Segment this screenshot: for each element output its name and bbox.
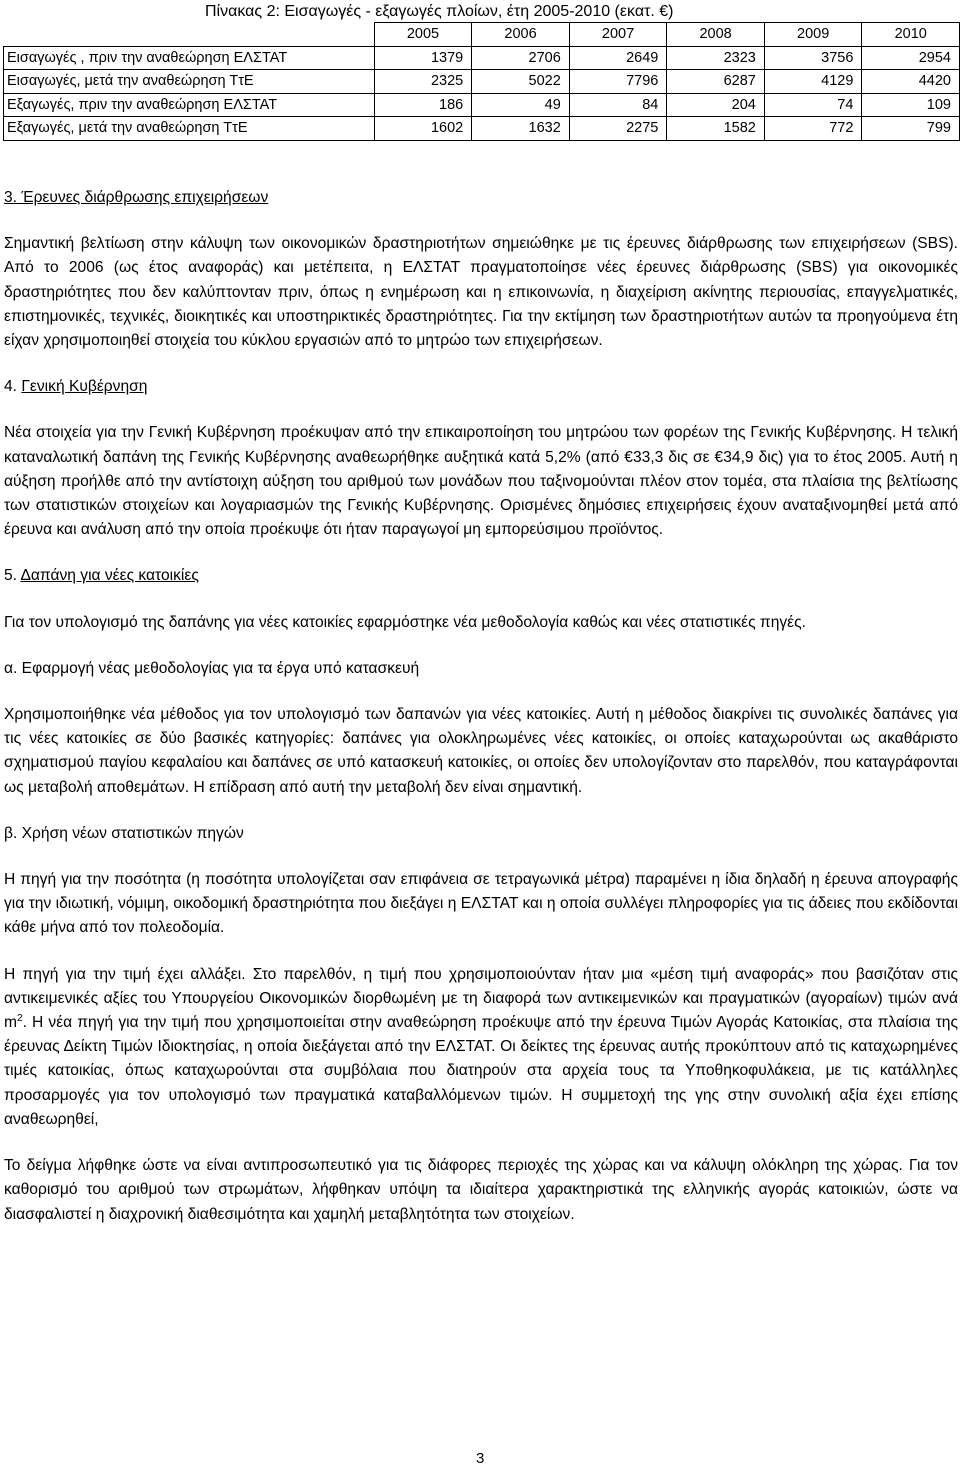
paragraph: Νέα στοιχεία για την Γενική Κυβέρνηση προέκυψαν από την επικαιροποίηση του μητρώου των φορέων της Γενικής Κυβέρνησης. Η τελική καταναλωτική δαπάνη της Γενικής Κυβέρνησης αναθεωρήθηκε αυξητικά κατά 5,2% (από €33,3 δις σε €34,9 δις) για το έτος 2005. Αυτή η αύξηση προήλθε από την αντίστοιχη αύξηση του αριθμού των μονάδων που ταξινομούνται πλέον στον τομέα, στα πλαίσια της βελτίωσης των στατιστικών στοιχείων και λογαριασμών της Γενικής Κυβέρνησης. Ορισμένες δημόσιες επιχειρήσεις έχουν αναταξινομηθεί μετά από έρευνα και ανάλυση από την οποία προέκυψε ότι ήταν παραγωγοί μη εμπορεύσιμου προϊόντος. xyxy=(4,424,958,539)
table-cell: 4129 xyxy=(764,70,862,94)
table-cell: 2323 xyxy=(667,46,765,70)
table-row xyxy=(4,93,960,117)
year-header: 2009 xyxy=(764,23,862,47)
ship-trade-table xyxy=(3,22,960,141)
year-header: 2008 xyxy=(667,23,765,47)
table-cell: 772 xyxy=(764,117,862,141)
table-cell: 1602 xyxy=(374,117,472,141)
row-label: Εξαγωγές, πριν την αναθεώρηση ΕΛΣΤΑΤ xyxy=(4,93,375,117)
table-cell: 49 xyxy=(472,93,570,117)
year-header: 2010 xyxy=(862,23,960,47)
paragraph: Η πηγή για την ποσότητα (η ποσότητα υπολογίζεται σαν επιφάνεια σε τετραγωνικά μέτρα) παραμένει η ίδια δηλαδή η έρευνα απογραφής για την ιδιωτική, νόμιμη, οικοδομική δραστηριότητα που διεξάγει η ΕΛΣΤΑΤ και η οποία συλλέγει πληροφορίες για τις άδειες που εκδίδονται κάθε μήνα από τον πολεοδομία. xyxy=(4,871,958,937)
table-cell: 2649 xyxy=(569,46,667,70)
paragraph: Σημαντική βελτίωση στην κάλυψη των οικονομικών δραστηριοτήτων σημειώθηκε με τις έρευνες διάρθρωσης των επιχειρήσεων (SBS). Από το 2006 (ως έτος αναφοράς) και μετέπειτα, η ΕΛΣΤΑΤ πραγματοποίησε νέες έρευνες διάρθρωσης (SBS) για οικονομικές δραστηριότητες που δεν καλύπτονταν πριν, όπως η ενημέρωση και η επικοινωνία, η διαχείριση ακίνητης περιουσίας, επαγγελματικές, επιστημονικές, τεχνικές, διοικητικές και υποστηρικτικές δραστηριότητες. Για την εκτίμηση των δραστηριοτήτων αυτών τα προηγούμενα έτη είχαν χρησιμοποιηθεί στοιχεία του κύκλου εργασιών από το μητρώο των επιχειρήσεων. xyxy=(4,235,958,350)
table-cell: 799 xyxy=(862,117,960,141)
table-row xyxy=(4,117,960,141)
paragraph: Το δείγμα λήφθηκε ώστε να είναι αντιπροσωπευτικό για τις διάφορες περιοχές της χώρας και να κάλυψη ολόκληρη της χώρας. Για τον καθορισμό του αριθμού των στρωμάτων, λήφθηκαν υπόψη τα ιδιαίτερα χαρακτηριστικά της ελληνικής αγοράς κατοικιών, ώστε να διασφαλιστεί η διαχρονική διαθεσιμότητα και χαμηλή μεταβλητότητα των στοιχείων. xyxy=(4,1157,958,1223)
paragraph-text: Η πηγή για την τιμή έχει αλλάξει. Στο παρελθόν, η τιμή που χρησιμοποιούνταν ήταν μια «μέση τιμή αναφοράς» που βασιζόταν στις αντικειμενικές αξίες του Υπουργείου Οικονομικών διορθωμένη με τη διαφορά των αντικειμενικών και πραγματικών (αγοραίων) τιμών ανά m xyxy=(4,965,958,1032)
year-header: 2005 xyxy=(374,23,472,47)
subsection-a-heading: α. Εφαρμογή νέας μεθοδολογίας για τα έργα υπό κατασκευή xyxy=(4,659,420,677)
table-cell: 7796 xyxy=(569,70,667,94)
row-label: Εισαγωγές , πριν την αναθεώρηση ΕΛΣΤΑΤ xyxy=(4,46,375,70)
table-cell: 186 xyxy=(374,93,472,117)
paragraph: Χρησιμοποιήθηκε νέα μέθοδος για τον υπολογισμό των δαπανών για νέες κατοικίες. Αυτή η μέθοδος διακρίνει τις συνολικές δαπάνες για τις νέες κατοικίες σε δύο βασικές κατηγορίες: δαπάνες για ολοκληρωμένες νέες κατοικίες, οι οποίες καταχωρούνται ως ακαθάριστο σχηματισμού παγίου κεφαλαίου και δαπάνες σε υπό κατασκευή κατοικίες, οι οποίες δεν υπολογίζονταν στο παρελθόν, που καταγράφονται ως μεταβολή αποθεμάτων. Η επίδραση από αυτή την μεταβολή δεν είναι σημαντική. xyxy=(4,706,958,796)
paragraph-text: . Η νέα πηγή για την τιμή που χρησιμοποιείται στην αναθεώρηση προέκυψε από την έρευνα Τιμών Αγοράς Κατοικίας, στα πλαίσια της έρευνας Δείκτη Τιμών Ιδιοκτησίας, η οποία διεξάγεται από την ΕΛΣΤΑΤ. Οι δείκτες της έρευνας αυτής προκύπτουν από τις καταχωρημένες τιμές κατοικίας, όπως καταχωρούνται στα συμβόλαια που διατηρούν στα αρχεία τους τα Υποθηκοφυλάκεια, με τις κατάλληλες προσαρμογές για τον υπολογισμό των πραγματικά καταβαλλόμενων τιμών. Η συμμετοχή της γης στην συνολική αξία έχει επίσης αναθεωρηθεί, xyxy=(4,1014,958,1128)
table-cell: 204 xyxy=(667,93,765,117)
table-cell: 74 xyxy=(764,93,862,117)
table-cell: 5022 xyxy=(472,70,570,94)
section-4-number: 4. xyxy=(4,378,22,396)
page-number: 3 xyxy=(476,1450,485,1467)
table-cell: 1582 xyxy=(667,117,765,141)
table-cell: 2275 xyxy=(569,117,667,141)
table-cell: 4420 xyxy=(862,70,960,94)
table-header-row xyxy=(4,23,960,47)
table-row xyxy=(4,46,960,70)
section-heading xyxy=(4,375,958,399)
table-cell: 2706 xyxy=(472,46,570,70)
section-3-heading: 3. Έρευνες διάρθρωσης επιχειρήσεων xyxy=(4,189,269,206)
section-heading xyxy=(4,186,958,210)
section-4-heading: Γενική Κυβέρνηση xyxy=(21,378,148,396)
table-header-empty-cell xyxy=(4,23,375,47)
year-header: 2006 xyxy=(472,23,570,47)
row-label: Εξαγωγές, μετά την αναθεώρηση ΤτΕ xyxy=(4,117,375,141)
table-cell: 84 xyxy=(569,93,667,117)
section-5-number: 5. xyxy=(4,567,21,585)
section-heading xyxy=(4,564,958,588)
table-cell: 6287 xyxy=(667,70,765,94)
table-cell: 3756 xyxy=(764,46,862,70)
table-cell: 1379 xyxy=(374,46,472,70)
subsection-b-heading: β. Χρήση νέων στατιστικών πηγών xyxy=(4,824,244,842)
table-title: Πίνακας 2: Εισαγωγές - εξαγωγές πλοίων, έτη 2005-2010 (εκατ. €) xyxy=(205,3,674,20)
table-row xyxy=(4,70,960,94)
paragraph: Για τον υπολογισμό της δαπάνης για νέες κατοικίες εφαρμόστηκε νέα μεθοδολογία καθώς και νέες στατιστικές πηγές. xyxy=(4,613,806,631)
table-cell: 1632 xyxy=(472,117,570,141)
section-5-heading: Δαπάνη για νέες κατοικίες xyxy=(20,567,199,585)
table-cell: 2325 xyxy=(374,70,472,94)
table-cell: 109 xyxy=(862,93,960,117)
document-body xyxy=(4,186,958,1249)
table-cell: 2954 xyxy=(862,46,960,70)
row-label: Εισαγωγές, μετά την αναθεώρηση ΤτΕ xyxy=(4,70,375,94)
paragraph xyxy=(4,963,958,1132)
superscript: 2 xyxy=(17,1012,23,1024)
year-header: 2007 xyxy=(569,23,667,47)
